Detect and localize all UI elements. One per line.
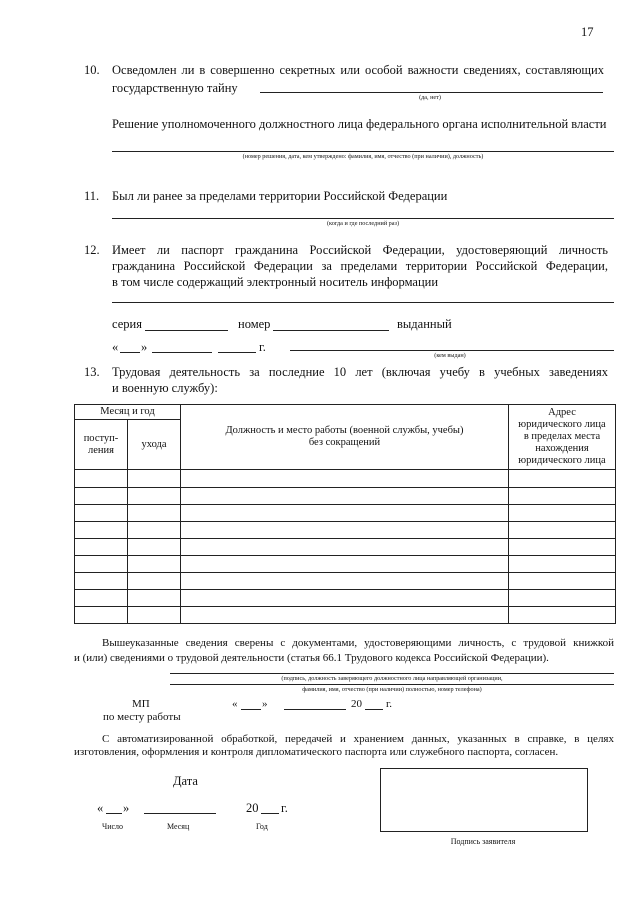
leaving-cell[interactable] bbox=[128, 556, 181, 573]
admission-cell[interactable] bbox=[75, 470, 128, 488]
day-label: Число bbox=[102, 822, 124, 831]
q13-text-line2: и военную службу): bbox=[112, 381, 218, 395]
stamp-sub-label: по месту работы bbox=[103, 711, 181, 723]
issue-date-close-quote: » bbox=[141, 340, 148, 354]
date-title: Дата bbox=[173, 774, 198, 788]
q10-hint: (да, нет) bbox=[419, 94, 441, 101]
leaving-cell[interactable] bbox=[128, 505, 181, 522]
issue-date-open-quote: « bbox=[112, 340, 119, 354]
address-cell[interactable] bbox=[509, 488, 616, 505]
signature-box[interactable] bbox=[380, 768, 588, 832]
verification-line1: Вышеуказанные сведения сверены с документами, удостоверяющими личность, с трудовой книжкой bbox=[102, 637, 614, 649]
address-header-line5: юридического лица bbox=[518, 455, 606, 466]
date-year-suffix: г. bbox=[281, 801, 288, 815]
issue-month-field[interactable] bbox=[152, 352, 212, 353]
admission-cell[interactable] bbox=[75, 573, 128, 590]
q10-decision-field[interactable] bbox=[112, 151, 614, 152]
q10-decision-hint: (номер решения, дата, кем утверждено: фамилия, имя, отчество (при наличии), должность) bbox=[242, 153, 484, 160]
passport-number-label: номер bbox=[238, 317, 271, 331]
table-row bbox=[75, 607, 616, 624]
position-cell[interactable] bbox=[181, 522, 509, 539]
passport-series-label: серия bbox=[112, 317, 142, 331]
q11-text: Был ли ранее за пределами территории Российской Федерации bbox=[112, 189, 448, 203]
address-cell[interactable] bbox=[509, 539, 616, 556]
position-header-line1: Должность и место работы (военной службы, учебы) bbox=[225, 425, 464, 436]
work-history-table bbox=[74, 404, 616, 624]
admission-cell[interactable] bbox=[75, 607, 128, 624]
issued-by-field[interactable] bbox=[290, 350, 614, 351]
consent-line1: С автоматизированной обработкой, передачей и хранением данных, указанных в справке, в целях bbox=[102, 733, 614, 745]
q10-text-line1: Осведомлен ли в совершенно секретных или особой важности сведениях, составляющих bbox=[112, 63, 604, 77]
q11-answer-field[interactable] bbox=[112, 218, 614, 219]
table-row bbox=[75, 522, 616, 539]
address-cell[interactable] bbox=[509, 505, 616, 522]
address-cell[interactable] bbox=[509, 556, 616, 573]
month-year-header: Месяц и год bbox=[75, 405, 181, 420]
q13-text-line1: Трудовая деятельность за последние 10 лет (включая учебу в учебных заведениях bbox=[112, 365, 608, 379]
issue-day-field[interactable] bbox=[120, 352, 140, 353]
position-cell[interactable] bbox=[181, 590, 509, 607]
q10-number: 10. bbox=[84, 63, 100, 77]
leaving-cell[interactable] bbox=[128, 590, 181, 607]
q12-text-line2: гражданина Российской Федерации за пределами территории Российской Федерации, bbox=[112, 259, 608, 273]
q11-number: 11. bbox=[84, 189, 100, 203]
verifier-name-field[interactable] bbox=[170, 684, 614, 685]
q12-number: 12. bbox=[84, 243, 100, 257]
signature-label: Подпись заявителя bbox=[450, 837, 516, 846]
passport-issued-label: выданный bbox=[397, 317, 452, 331]
address-cell[interactable] bbox=[509, 522, 616, 539]
address-cell[interactable] bbox=[509, 573, 616, 590]
admission-header-line2: ления bbox=[88, 444, 114, 456]
q10-text-line2: государственную тайну bbox=[112, 81, 238, 95]
date-year-prefix: 20 bbox=[246, 801, 259, 815]
q12-text-line1: Имеет ли паспорт гражданина Российской Федерации, удостоверяющий личность bbox=[112, 243, 608, 257]
verify-date-close-quote: » bbox=[262, 698, 268, 710]
leaving-header: ухода bbox=[128, 420, 181, 470]
month-label: Месяц bbox=[167, 822, 190, 831]
position-cell[interactable] bbox=[181, 505, 509, 522]
position-header-line2: без сокращений bbox=[308, 437, 381, 448]
address-header-line3: в пределах места bbox=[523, 431, 601, 442]
admission-cell[interactable] bbox=[75, 505, 128, 522]
position-cell[interactable] bbox=[181, 470, 509, 488]
address-header bbox=[509, 405, 616, 470]
page-number: 17 bbox=[581, 25, 594, 39]
year-label: Год bbox=[256, 822, 268, 831]
table-row bbox=[75, 590, 616, 607]
verifier-hint-line2: фамилия, имя, отчество (при наличии) полностью, номер телефона) bbox=[302, 686, 482, 693]
leaving-cell[interactable] bbox=[128, 607, 181, 624]
position-cell[interactable] bbox=[181, 573, 509, 590]
leaving-cell[interactable] bbox=[128, 573, 181, 590]
verify-year-suffix: г. bbox=[386, 698, 393, 710]
q12-text-line3: в том числе содержащий электронный носитель информации bbox=[112, 275, 439, 289]
q12-answer-field[interactable] bbox=[112, 302, 614, 303]
verifier-signature-field[interactable] bbox=[170, 673, 614, 674]
leaving-cell[interactable] bbox=[128, 488, 181, 505]
date-month-field[interactable] bbox=[144, 813, 216, 814]
date-close-quote: » bbox=[123, 801, 130, 815]
position-cell[interactable] bbox=[181, 488, 509, 505]
q13-number: 13. bbox=[84, 365, 100, 379]
q10-decision-label: Решение уполномоченного должностного лица федерального органа исполнительной власти bbox=[112, 117, 607, 131]
admission-cell[interactable] bbox=[75, 556, 128, 573]
position-cell[interactable] bbox=[181, 539, 509, 556]
table-row bbox=[75, 470, 616, 488]
stamp-label: МП bbox=[132, 698, 150, 710]
table-row bbox=[75, 505, 616, 522]
verify-month-field[interactable] bbox=[284, 709, 346, 710]
address-header-line2: юридического лица bbox=[518, 419, 606, 430]
q11-hint: (когда и где последний раз) bbox=[326, 220, 400, 227]
leaving-cell[interactable] bbox=[128, 470, 181, 488]
leaving-cell[interactable] bbox=[128, 539, 181, 556]
address-cell[interactable] bbox=[509, 470, 616, 488]
admission-header bbox=[75, 420, 128, 470]
table-row bbox=[75, 539, 616, 556]
table-row bbox=[75, 573, 616, 590]
table-row bbox=[75, 556, 616, 573]
date-year-field[interactable] bbox=[261, 813, 279, 814]
verify-year-field[interactable] bbox=[365, 709, 383, 710]
admission-cell[interactable] bbox=[75, 590, 128, 607]
address-header-line4: нахождения bbox=[535, 443, 589, 454]
admission-cell[interactable] bbox=[75, 522, 128, 539]
verification-line2: и (или) сведениями о трудовой деятельности (статья 66.1 Трудового кодекса Российской Федерации). bbox=[74, 652, 549, 664]
issue-year-suffix: г. bbox=[259, 340, 266, 354]
date-day-field[interactable] bbox=[106, 813, 122, 814]
passport-number-field[interactable] bbox=[273, 330, 389, 331]
issued-by-hint: (кем выдан) bbox=[434, 352, 466, 359]
passport-series-field[interactable] bbox=[145, 330, 228, 331]
verify-day-field[interactable] bbox=[241, 709, 261, 710]
address-header-line1: Адрес bbox=[548, 407, 576, 418]
issue-year-field[interactable] bbox=[218, 352, 256, 353]
admission-cell[interactable] bbox=[75, 488, 128, 505]
address-cell[interactable] bbox=[509, 590, 616, 607]
consent-line2: изготовления, оформления и контроля дипломатического паспорта или служебного паспорта, согласен. bbox=[74, 746, 559, 758]
verify-date-open-quote: « bbox=[232, 698, 238, 710]
q10-answer-field[interactable] bbox=[260, 92, 603, 93]
position-cell[interactable] bbox=[181, 607, 509, 624]
leaving-cell[interactable] bbox=[128, 522, 181, 539]
admission-cell[interactable] bbox=[75, 539, 128, 556]
table-row bbox=[75, 488, 616, 505]
table-header-row bbox=[75, 405, 616, 420]
verifier-hint-line1: (подпись, должность заверяющего должностного лица направляющей организации, bbox=[281, 675, 503, 682]
address-cell[interactable] bbox=[509, 607, 616, 624]
date-open-quote: « bbox=[97, 801, 104, 815]
admission-header-line1: поступ- bbox=[83, 432, 119, 444]
verify-year-prefix: 20 bbox=[351, 698, 362, 710]
position-header bbox=[181, 405, 509, 470]
position-cell[interactable] bbox=[181, 556, 509, 573]
